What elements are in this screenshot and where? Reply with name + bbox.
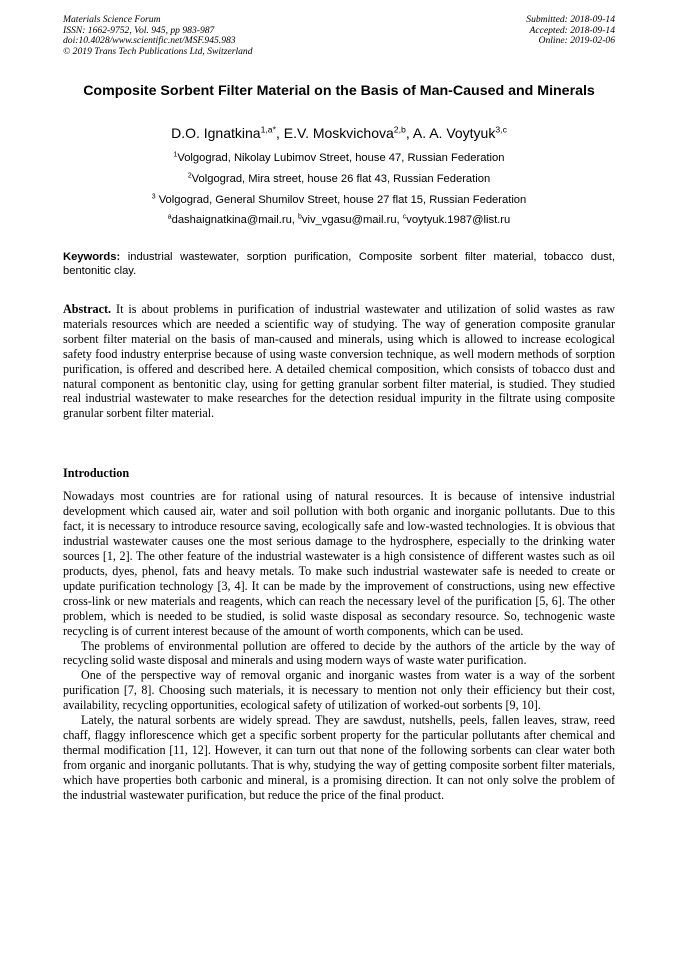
abstract-label: Abstract. (63, 302, 112, 316)
paragraph: One of the perspective way of removal organic and inorganic wastes from water is a way of the sorbent purification [7, 8]. Choosing such materials, it is necessary to mention not only their efficiency but their cost, availability, recycling opportunities, ecological safety of utilization of worked-out sorbents [9, 10]. (63, 668, 615, 713)
affiliation-superscript: 1 (173, 151, 178, 159)
email-superscript: a (167, 213, 172, 221)
journal-header (63, 15, 253, 57)
affiliation-text: Volgograd, General Shumilov Street, house 27 flat 15, Russian Federation (155, 194, 527, 206)
affiliation-text: Volgograd, Nikolay Lubimov Street, house 47, Russian Federation (177, 152, 505, 164)
paragraph: Nowadays most countries are for rational using of natural resources. It is because of intensive industrial development which caused air, water and soil pollution with both organic and inorganic pollutants. Due to this fact, it is necessary to introduce resource saving, ecologically safe and low-wasted technologies. It is obvious that industrial wastewater causes one the most serious damage to the hydrosphere, especially to the drinking water sources [1, 2]. The other feature of the industrial wastewater is a high consistence of different wastes such as oil products, dyes, phenol, fats and heavy metals. To make such industrial wastewater safe is needed to create or update purification technology [3, 4]. It can be made by the improvement of constructions, using new effective cross-link or new materials and reagents, which can reach the necessary level of the purification [5, 6]. The other problem, which is needed to be studied, is solid waste disposal as secondary resource. So, technogenic waste recycling is of current interest because of the amount of worth components, which can be used. (63, 489, 615, 638)
affiliation-superscript: 3 (151, 193, 156, 201)
author-name: , E.V. Moskvichova (276, 125, 394, 141)
author-superscript: 3,c (495, 124, 507, 135)
affiliation (63, 193, 615, 207)
affiliation-text: Volgograd, Mira street, house 26 flat 43, Russian Federation (191, 173, 491, 185)
journal-doi: doi:10.4028/www.scientific.net/MSF.945.983 (63, 35, 236, 47)
author-name: D.O. Ignatkina (171, 125, 261, 141)
submitted-date: Submitted: 2018-09-14 (526, 14, 615, 25)
abstract-text: It is about problems in purification of industrial wastewater and utilization of solid wastes as raw materials resources which are needed a scientific way of studying. The way of generation composite granular sorbent filter material on the basis of man-caused and minerals, using which is allowed to increase ecological safety food industry enterprise because of using waste conversion technique, as well modern methods of sorption purification, is offered and described here. A detailed chemical composition, which consists of tobacco dust and natural component as bentonitic clay, using for getting granular sorbent filter material, is studied. They studied real industrial wastewater to make researches for the detection residual impurity in the filtrate using composite granular sorbent filter material. (63, 302, 615, 421)
author-name: , A. A. Voytyuk (405, 125, 496, 141)
keywords-label: Keywords: (63, 251, 121, 263)
copyright: © 2019 Trans Tech Publications Ltd, Switzerland (63, 45, 253, 57)
introduction-body (63, 489, 615, 803)
author-list (63, 124, 615, 142)
publication-dates (526, 15, 615, 47)
online-date: Online: 2019-02-06 (538, 35, 615, 47)
affiliation (63, 151, 615, 165)
keywords-text: industrial wastewater, sorption purification, Composite sorbent filter material, tobacco dust, bentonitic clay. (63, 251, 615, 278)
affiliation-superscript: 2 (187, 172, 192, 180)
journal-name: Materials Science Forum (63, 14, 161, 25)
accepted-date: Accepted: 2018-09-14 (529, 24, 615, 36)
author-superscript: 2,b (393, 124, 406, 135)
journal-issn: ISSN: 1662-9752, Vol. 945, pp 983-987 (63, 24, 215, 36)
email-superscript: b (298, 213, 302, 221)
email-link[interactable]: voytyuk.1987@list.ru (406, 214, 511, 226)
keywords (63, 250, 615, 278)
email-link[interactable]: viv_vgasu@mail.ru, (301, 214, 403, 226)
section-heading: Introduction (63, 466, 130, 480)
paragraph: Lately, the natural sorbents are widely spread. They are sawdust, nutshells, peels, fallen leaves, straw, reed chaff, flaggy inflorescence which get a specific sorbent property for the particular pollutants after chemical and thermal modification [11, 12]. However, it can turn out that none of the following sorbents can clear water both from organic and inorganic pollutants. That is why, studying the way of getting composite sorbent filter materials, which have properties both carbonic and mineral, is a promising direction. It can not only solve the problem of the industrial wastewater purification, but reduce the price of the final product. (63, 713, 615, 803)
author-superscript: 1,a* (260, 124, 277, 135)
author-emails (63, 213, 615, 227)
abstract (63, 302, 615, 421)
email-superscript: c (402, 213, 407, 221)
email-link[interactable]: dashaignatkina@mail.ru, (171, 214, 299, 226)
paragraph: The problems of environmental pollution are offered to decide by the authors of the article by the way of recycling solid waste disposal and minerals and using modern ways of waste water purification. (63, 638, 615, 668)
paper-title: Composite Sorbent Filter Material on the Basis of Man-Caused and Minerals (83, 83, 595, 99)
affiliation (63, 172, 615, 186)
